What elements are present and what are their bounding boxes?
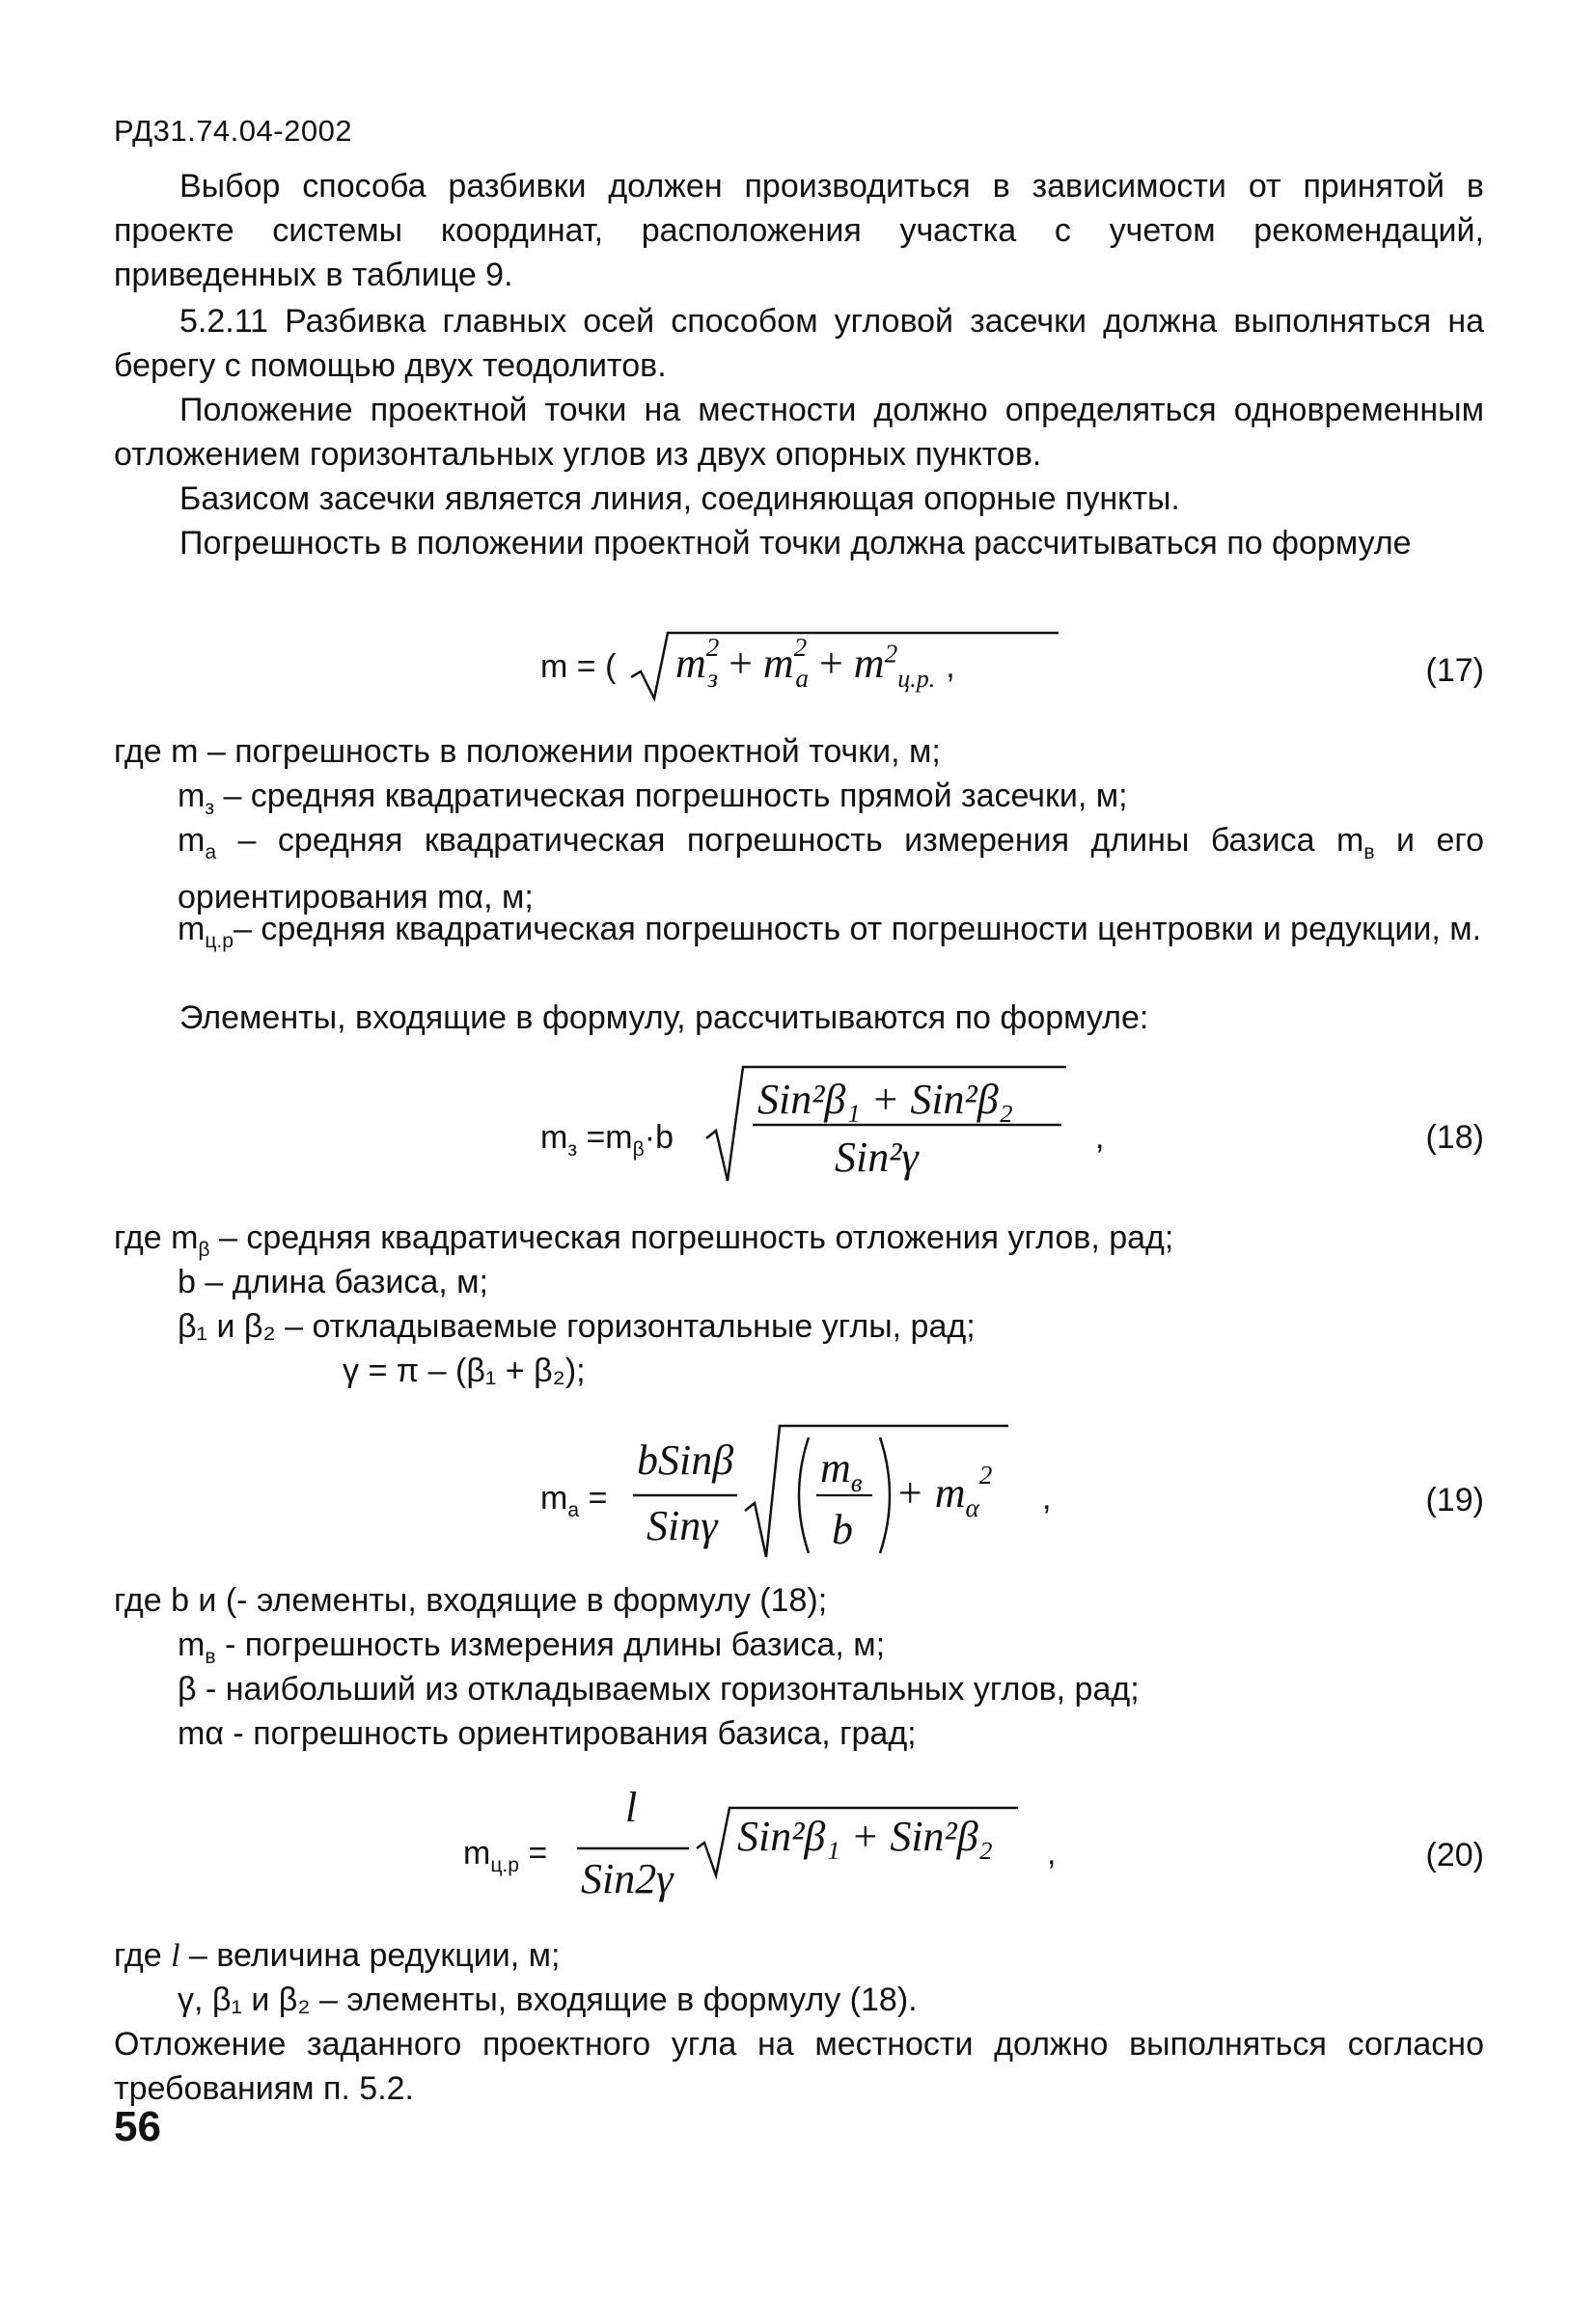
def-gamma: γ = π – (β₁ + β₂); (343, 1353, 586, 1389)
formula-19-comma: , (1042, 1480, 1052, 1517)
formula-20-radicand: Sin²β₁ + Sin²β₂ (737, 1813, 993, 1860)
formula-19-number: (19) (1425, 1482, 1484, 1518)
formula-20-number: (20) (1425, 1837, 1484, 1873)
paragraph-basis: Базисом засечки является линия, соединяющая опорные пункты. (179, 480, 1180, 517)
formula-17-lhs: m = ( (540, 648, 617, 685)
formula-20-numerator: l (625, 1784, 638, 1831)
formula-19-denominator: Sinγ (647, 1502, 718, 1549)
def-mv: $m_в$ - погрешность измерения длины базиса, м; (178, 1627, 886, 1668)
formula-20-lhs: $m_{ц.р}$ = (463, 1835, 548, 1876)
paragraph-method-choice: Выбор способа разбивки должен производиться в зависимости от принятой в проекте системы координат, расположения участка с учетом рекомендаций, приведенных в таблице 9. (114, 168, 1484, 293)
def-l: где l – величина редукции, м; (114, 1937, 561, 1974)
formula-17-number: (17) (1425, 652, 1484, 689)
def-b-gamma: где b и (- элементы, входящие в формулу (18); (114, 1582, 828, 1619)
formula-20-comma: , (1047, 1835, 1057, 1872)
formula-18-number: (18) (1425, 1119, 1484, 1156)
document-code: РД31.74.04-2002 (114, 114, 353, 148)
def-beta-max: β - наибольший из откладываемых горизонтальных углов, рад; (178, 1671, 1140, 1708)
def-malpha: mα - погрешность ориентирования базиса, град; (178, 1715, 917, 1752)
formula-19-numerator: bSinβ (637, 1436, 734, 1484)
def-b: b – длина базиса, м; (178, 1264, 488, 1300)
formula-19-inner-den: b (832, 1506, 853, 1553)
formula-19-lhs: $m_а$ = (540, 1480, 608, 1521)
def-m: где m – погрешность в положении проектной точки, м; (114, 733, 941, 770)
page-number: 56 (114, 2103, 161, 2150)
formula-20-denominator: Sin2γ (581, 1855, 674, 1902)
paragraph-error-formula-intro: Погрешность в положении проектной точки должна рассчитываться по формуле (179, 525, 1412, 561)
def-mcr: $m_{ц.р}-$ средняя квадратическая погрешность от погрешности центровки и редукции, м. (178, 911, 1482, 952)
def-mz: $m_з$ – средняя квадратическая погрешность прямой засечки, м; (178, 778, 1128, 819)
formula-19 (540, 1418, 1119, 1563)
paragraph-5-2-11: 5.2.11 Разбивка главных осей способом угловой засечки должна выполняться на берегу с помощью двух теодолитов. (114, 303, 1484, 384)
def-gamma-beta: γ, β₁ и β₂ – элементы, входящие в формулу (18). (178, 1982, 918, 2018)
formula-18-numerator: Sin²β₁ + Sin²β₂ (757, 1076, 1013, 1123)
formula-20 (463, 1775, 1119, 1910)
formula-18 (540, 1061, 1119, 1187)
formula-18-comma: , (1095, 1119, 1105, 1156)
def-mbeta: где $m_\beta$ – средняя квадратическая погрешность отложения углов, рад; (114, 1219, 1174, 1261)
formula-17 (540, 627, 1081, 704)
formula-19-inner-num: $m_в$ (820, 1444, 863, 1497)
paragraph-point-position: Положение проектной точки на местности должно определяться одновременным отложением горизонтальных углов из двух опорных пунктов. (114, 392, 1484, 473)
formula-19-plus-term: + $m_\alpha^2$ (895, 1461, 993, 1522)
paragraph-elements-intro: Элементы, входящие в формулу, рассчитываются по формуле: (179, 999, 1149, 1036)
formula-18-lhs: $m_з =m_\beta\cdot b$ (540, 1119, 674, 1161)
paragraph-angle-setting: Отложение заданного проектного угла на местности должно выполняться согласно требованиям п. 5.2. (114, 2026, 1484, 2107)
def-ma: $m_а$ – средняя квадратическая погрешность измерения длины базиса $m_в$ и его ориентирования mα, м; (178, 822, 1484, 916)
formula-17-body: $m^2_з + m^2_а + m^2_{ц.р.}$ , (675, 633, 955, 693)
formula-18-denominator: Sin²γ (835, 1134, 919, 1181)
def-beta: β₁ и β₂ – откладываемые горизонтальные углы, рад; (178, 1308, 976, 1345)
